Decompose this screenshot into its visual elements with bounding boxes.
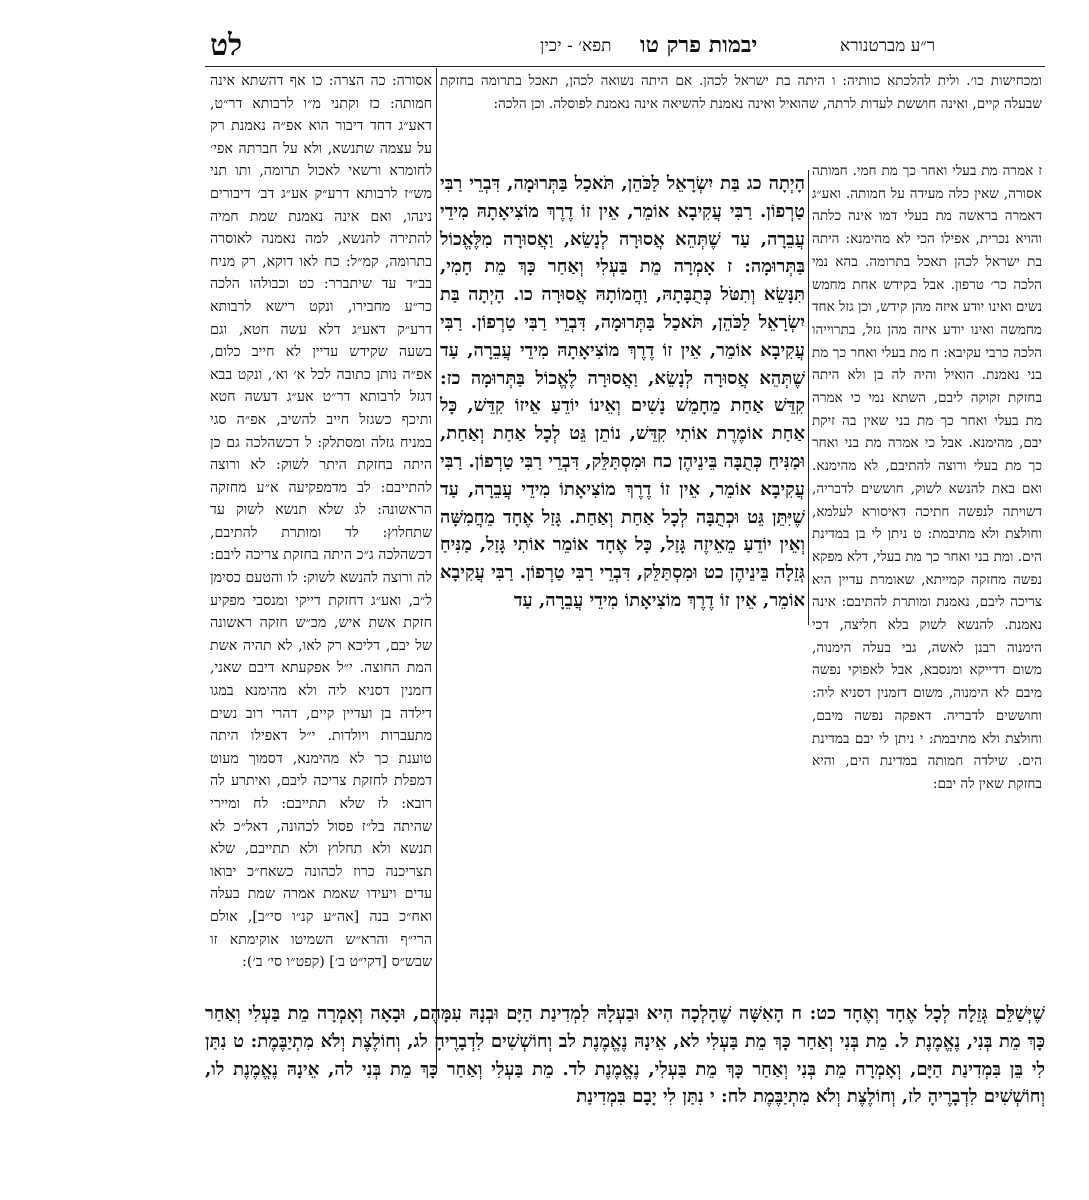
tiferet-yisrael-commentary-text: אסורה: כה הצרה: כו אף דהשתא אינה חמותה: כז וקתני מ״ו לרבותא דר״ט, דאע״ג דחד דיבור הוא אפ״ה נאמנת רק על עצמה שתנשא, ולא על חברתה אפי׳ לחומרא ורשאי לאכול תרומה, ותו תני מש״ז לרבותא דרע״ק אע״ג דב׳ דיבורים נינהו, ואם אינה נאמנת שמת חמיה להתירה להנשא, למה נאמנה לאוסרה בתרומה, קמ״ל: כח לאו דוקא, רק מניח בב״ד עד שיתברר: כט וכבולהו הלכה כר״ע מחבירו, ונקט רישא לרבותא דרע״ק דאע״ג דלא עשה חטא, וגם בשעה שקידש עדיין לא חייב כלום, אפ״ה נותן כתובה לכל א׳ וא׳, ונקט בבא דגזל לרבותא דר״ט אע״ג דעשה חטא ותיכף כשגזל חייב להשיב, אפ״ה סגי במניח גזלה ומסתלק: ל דכשהלכה גם כן היתה בחזקת היתר לשוק: לא ורוצה להתייבם: לב מדמפקיעה א״ע מחזקה הראשונה: לג שלא תנשא לשוק עד שתחלוץ: לד ומותרת להתיבם, דכשהלכה ג״כ היתה בחזקת צריכה ליבם: לה ורוצה להנשא לשוק: לו והטעם כסימן ל״ב, ואע״ג דחזקת דייקי ומנסבי מפקיע חזקת אשת איש, מכ״ש חזקה ראשונה של יבם, דליכא רק לאו, לא תהיה אשת המת החוצה. י״ל אפקעתא דיבם שאני, דזמנין דסניא ליה ולא מהימנא במגו דילדה בן ועדיין קיים, דהרי רוב נשים מתעברות ויולדות. י״ל דאפילו היתה טוענת כך לא מהימנא, דסמוך מעוט דמפלת לחזקת צריכה ליבם, ואיתרע לה רובא: לז שלא תתייבם: לח ומיירי שהיתה בל״ז פסול לכהונה, דאל״כ לא תנשא ולא תחלוץ ולא תתייבם, שלא תצריכנה כרוז לכהונה כשאח״כ יבואו עדים ויעידו שאמת אמרה שמת בעלה ואח״כ בנה [אה״ע קנ״ו סי״ב], אולם הרי״ף והרא״ש השמיטו אוקימתא זו שבש״ס [דקי״ט ב׳] (קפט״ו סי׳ ב׳): <box>210 73 432 971</box>
mishnah-bottom-block <box>205 1000 1045 1111</box>
mishnah-text: הָיְתָה כג בַּת יִשְׂרָאֵל לַכֹּהֵן, תֹּאכַל בַּתְּרוּמָה, דִּבְרֵי רַבִּי טַרְפוֹן. רַבִּי עֲקִיבָא אוֹמֵר, אֵין זוֹ דֶרֶךְ מוֹצִיאָתָהּ מִידֵי עֲבֵרָה, עַד שֶׁתְּהֵא אֲסוּרָה לְנָשֵׂא, וַאֲסוּרָה מִלֶּאֱכוֹל בַּתְּרוּמָה: ז אָמְרָה מֵת בַּעְלִי וְאַחַר כָּךְ מֵת חָמִי, תִּנָּשֵׂא וְתִטֹּל כְּתֻבָּתָהּ, וַחֲמוֹתָהּ אֲסוּרָה כו. הָיְתָה בַּת יִשְׂרָאֵל לַכֹּהֵן, תֹּאכַל בַּתְּרוּמָה, דִּבְרֵי רַבִּי טַרְפוֹן. רַבִּי עֲקִיבָא אוֹמֵר, אֵין זוֹ דֶרֶךְ מוֹצִיאָתָהּ מִידֵי עֲבֵרָה, עַד שֶׁתְּהֵא אֲסוּרָה לְנָשֵׂא, וַאֲסוּרָה לֶאֱכוֹל בַּתְּרוּמָה כז: קִדֵּשׁ אַחַת מֵחָמֵשׁ נָשִׁים וְאֵינוֹ יוֹדֵעַ אֵיזוֹ קִדֵּשׁ, כָּל אַחַת אוֹמֶרֶת אוֹתִי קִדֵּשׁ, נוֹתֵן גֵּט לְכָל אַחַת וְאַחַת, וּמַנִּיחַ כְּתֻבָּה בֵּינֵיהֶן כח וּמִסְתַּלֵּק, דִּבְרֵי רַבִּי טַרְפוֹן. רַבִּי עֲקִיבָא אוֹמֵר, אֵין זוֹ דֶרֶךְ מוֹצִיאָתוֹ מִידֵי עֲבֵרָה, עַד שֶׁיִּתֵּן גֵּט וּכְתֻבָּה לְכָל אַחַת וְאַחַת. גָּזַל אֶחָד מֵחֲמִשָּׁה וְאֵין יוֹדֵעַ מֵאֵיזֶה גָּזַל, כָּל אֶחָד אוֹמֵר אוֹתִי גָּזַל, מַנִּיחַ גְּזֵלָה בֵּינֵיהֶן כט וּמִסְתַּלֵּק, דִּבְרֵי רַבִּי טַרְפוֹן. רַבִּי עֲקִיבָא אוֹמֵר, אֵין זוֹ דֶרֶךְ מוֹצִיאָתוֹ מִידֵי עֲבֵרָה, עַד <box>440 173 805 611</box>
commentary-label: ר״ע מברטנורא <box>840 36 936 56</box>
top-commentary <box>440 70 1042 115</box>
right-commentary-column <box>812 160 1042 792</box>
running-header <box>200 28 1040 68</box>
page-number: לט <box>210 28 243 63</box>
commentary-range-label: תפא׳ - יכין <box>540 36 612 56</box>
mishnah-text-continued: שֶׁיְּשַׁלֵּם גְּזֵלָה לְכָל אֶחָד וְאֶחָד כט: ח הָאִשָּׁה שֶׁהָלְכָה הִיא וּבַעְלָהּ לִמְדִינַת הַיָּם וּבְנָהּ עִמָּהֶם, וּבָאָה וְאָמְרָה מֵת בַּעְלִי וְאַחַר כָּךְ מֵת בְּנִי, נֶאֱמֶנֶת ל. מֵת בְּנִי וְאַחַר כָּךְ מֵת בַּעְלִי לא, אֵינָהּ נֶאֱמֶנֶת לב וְחוֹשְׁשִׁים לִדְבָרֶיהָ לג, וְחוֹלֶצֶת וְלֹא מִתְיַבֶּמֶת: ט נִתַּן לִי בֵּן בִּמְדִינַת הַיָּם, וְאָמְרָה מֵת בְּנִי וְאַחַר כָּךְ מֵת בַּעְלִי, נֶאֱמֶנֶת לד. מֵת בַּעְלִי וְאַחַר כָּךְ מֵת בְּנִי לה, אֵינָהּ נֶאֱמֶנֶת לו, וְחוֹשְׁשִׁים לִדְבָרֶיהָ לז, וְחוֹלֶצֶת וְלֹא מִתְיַבֶּמֶת לח: י נִתַּן לִי יָבָם בִּמְדִינַת <box>205 1003 1045 1108</box>
bartenura-commentary-text: ז אמרה מת בעלי ואחר כך מת חמי. חמותה אסורה, שאין כלה מעידה על חמותה. ואע״ג דאמרה בראשה מת בעלי דמו אינה כלתה והויא נכרית, אפילו הכי לא מהימנא: היתה בת ישראל לכהן תאכל בתרומה. בהא נמי הלכה כר׳ טרפון. אבל בקידש אחת מחמש נשים ואינו יודע איזה מהן קידש, וכן גזל אחד מחמשה ואינו יודע איזה מהן גזל, בתרוייהו הלכה כרבי עקיבא: ח מת בעלי ואחר כך מת בני נאמנת. הואיל והיה לה בן ולא היתה בחזקת זקוקה ליבם, השתא נמי כי אמרה מת בעלי ואחר כך מת בני שאין בה זיקת יבם, מהימנא. אבל כי אמרה מת בני ואחר כך מת בעלי ורוצה להתיבם, לא מהימנא. ואם באת להנשא לשוק, חוששים לדבריה, דשויתה לנפשה חתיכה דאיסורא לעלמא, וחולצת ולא מתיבמת: ט ניתן לי בן במדינת הים. ומת בני ואחר כך מת בעלי, דלא מפקא נפשה מחזקה קמייתא, שאומרת עדיין היא צריכה ליבם, נאמנת ומותרת להתיבם: אינה נאמנת. להנשא לשוק בלא חליצה, דכי הימנוה רבנן לאשה, גבי בעלה הימנוה, משום דדייקא ומנסבא, אבל לאפוקי נפשה מיבם לא הימנוה, משום דזמנין דסניא ליה: וחוששים לדבריה. דאפקה נפשה מיבם, וחולצת ולא מתיבמת: י ניתן לי יבם במדינת הים. שילדה חמותה במדינת הים, והיא בחזקת שאין לה יבם: <box>812 163 1042 792</box>
column-divider-left <box>436 68 437 1068</box>
tractate-chapter-title: יבמות פרק טו <box>640 32 758 58</box>
header-rule <box>205 66 1045 67</box>
top-commentary-text: ומכחישות כו׳. ולית להלכתא כוותיה: ו היתה בת ישראל לכהן. אם היתה נשואה לכהן, תאכל בתרומה בחזקת שבעלה קיים, ואינה חוששת לעדות לרתה, שהואיל ואינה נאמנת להשיאה אינה נאמנת לפוסלה. וכן הלכה: <box>440 73 1042 112</box>
column-divider-right <box>808 170 809 625</box>
left-commentary-column <box>210 70 432 1120</box>
mishnah-center-column <box>440 170 805 615</box>
